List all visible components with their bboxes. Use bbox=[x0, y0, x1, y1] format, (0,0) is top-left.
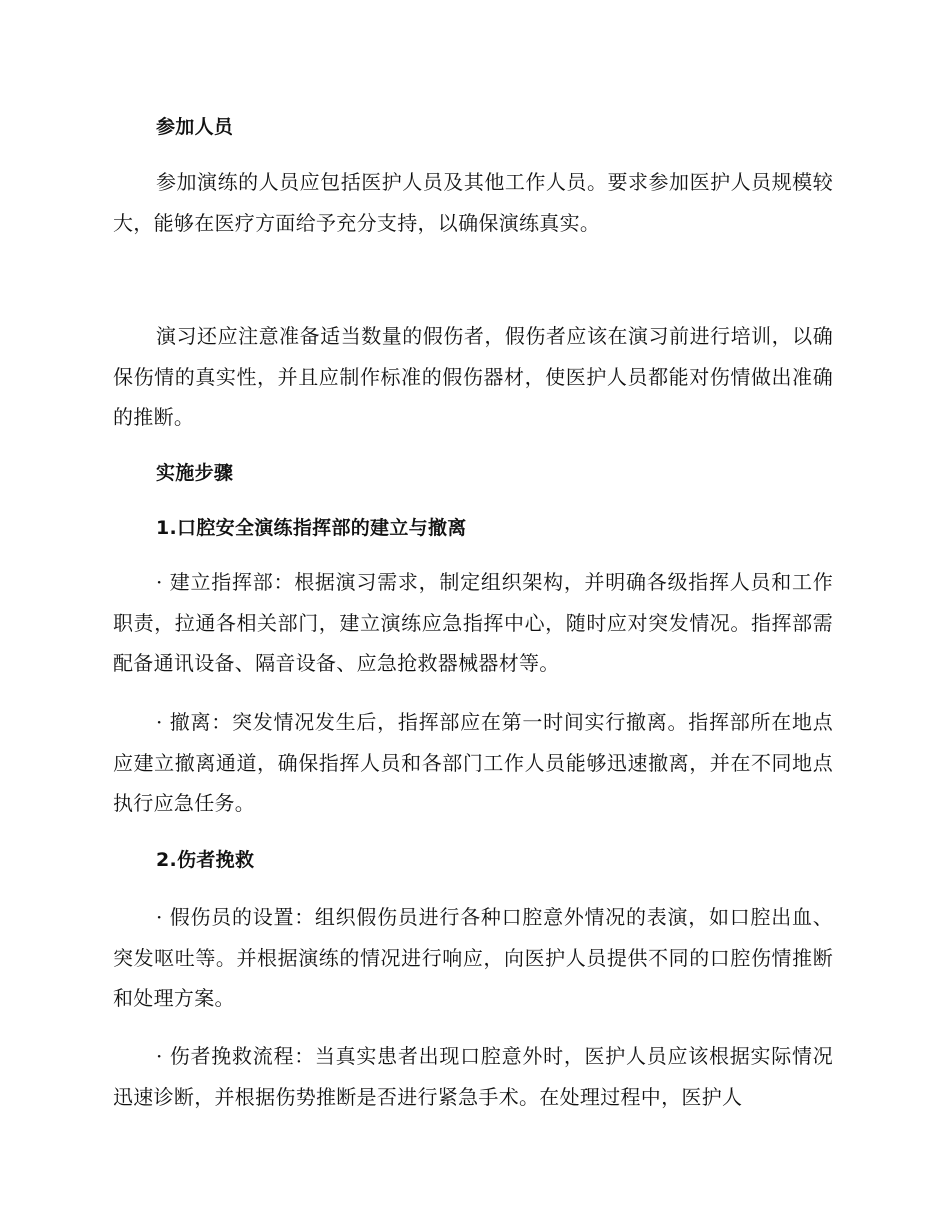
subheading-command-post: 1.口腔安全演练指挥部的建立与撤离 bbox=[156, 517, 467, 539]
paragraph-evacuation: · 撤离：突发情况发生后，指挥部应在第一时间实行撤离。指挥部所在地点应建立撤离通道，确保指挥人员和各部门工作人员能够迅速撤离，并在不同地点执行应急任务。 bbox=[113, 710, 833, 815]
paragraph-fake-casualty-setup: · 假伤员的设置：组织假伤员进行各种口腔意外情况的表演，如口腔出血、突发呕吐等。并根据演练的情况进行响应，向医护人员提供不同的口腔伤情推断和处理方案。 bbox=[113, 905, 833, 1010]
paragraph-fake-casualties: 演习还应注意准备适当数量的假伤者，假伤者应该在演习前进行培训，以确保伤情的真实性，并且应制作标准的假伤器材，使医护人员都能对伤情做出准确的推断。 bbox=[113, 324, 833, 429]
subheading-casualty-rescue: 2.伤者挽救 bbox=[156, 849, 255, 871]
section-heading-participants: 参加人员 bbox=[156, 116, 234, 138]
paragraph-establish-command-post: · 建立指挥部：根据演习需求，制定组织架构，并明确各级指挥人员和工作职责，拉通各相关部门，建立演练应急指挥中心，随时应对突发情况。指挥部需配备通讯设备、隔音设备、应急抢救器械器材等。 bbox=[113, 570, 833, 675]
paragraph-rescue-process: · 伤者挽救流程：当真实患者出现口腔意外时，医护人员应该根据实际情况迅速诊断，并根据伤势推断是否进行紧急手术。在处理过程中，医护人 bbox=[113, 1044, 833, 1109]
section-heading-implementation-steps: 实施步骤 bbox=[156, 462, 234, 484]
paragraph-participants: 参加演练的人员应包括医护人员及其他工作人员。要求参加医护人员规模较大，能够在医疗方面给予充分支持，以确保演练真实。 bbox=[113, 170, 833, 235]
